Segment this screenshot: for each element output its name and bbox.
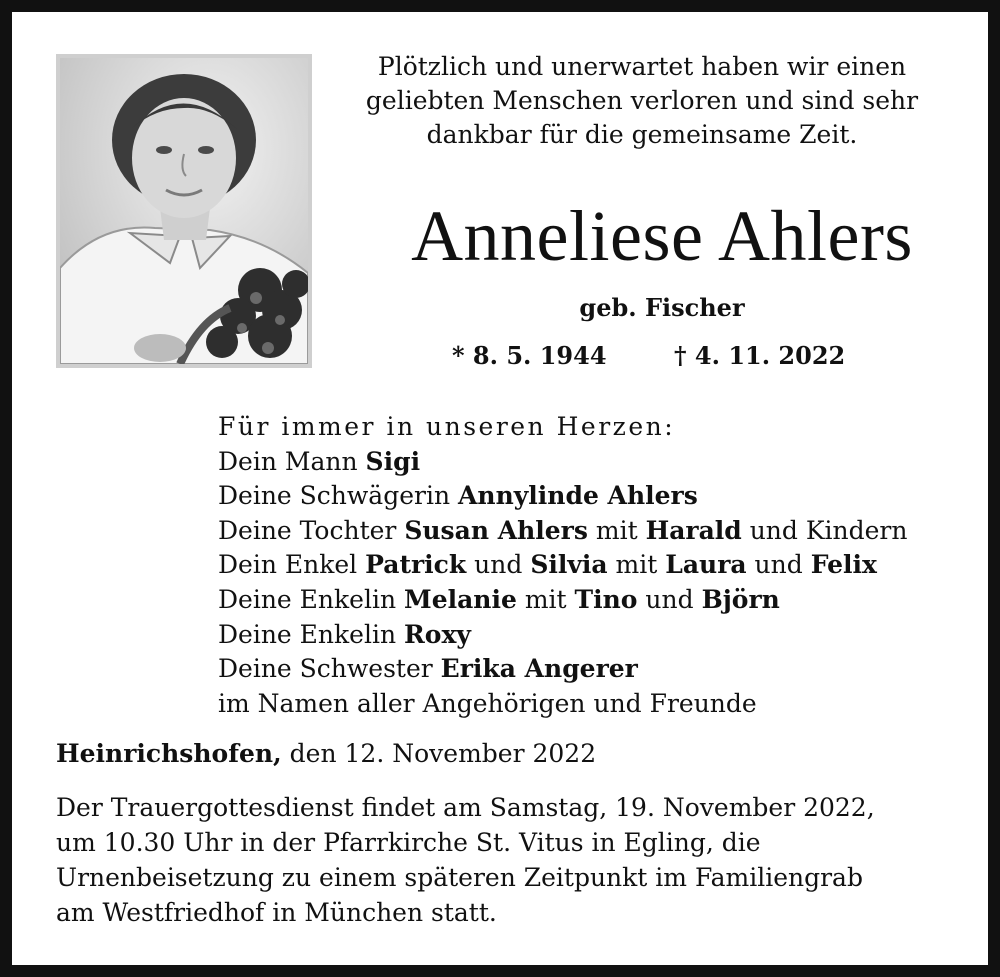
mourner-line [218, 445, 907, 480]
mourner-text: Deine Enkelin [218, 584, 405, 614]
service-line: Der Trauergottesdienst findet am Samstag, 19. November 2022, [56, 793, 875, 822]
mourner-line [218, 687, 907, 722]
mourner-name: Felix [810, 550, 877, 580]
place-date: den 12. November 2022 [281, 739, 597, 768]
place-and-date [56, 737, 596, 771]
mourner-text: und [637, 584, 702, 614]
mourner-text: und [466, 550, 531, 580]
mourner-name: Tino [574, 584, 638, 614]
mourner-lines [218, 445, 907, 722]
portrait-photo [56, 54, 312, 368]
birth-date: * 8. 5. 1944 [452, 341, 607, 370]
maiden-name: geb. Fischer [579, 293, 745, 322]
intro-line: Plötzlich und unerwartet haben wir einen [377, 52, 907, 81]
mourner-line [218, 479, 907, 514]
deceased-name: Anneliese Ahlers [411, 196, 913, 276]
mourner-text: und [746, 550, 811, 580]
mourner-name: Susan Ahlers [404, 515, 588, 545]
mourner-line [218, 652, 907, 687]
mourner-line [218, 583, 907, 618]
mourners-list [218, 410, 907, 721]
mourner-text: Deine Schwester [218, 654, 441, 684]
mourner-name: Silvia [530, 550, 608, 580]
service-line: am Westfriedhof in München statt. [56, 898, 497, 927]
mourner-name: Patrick [365, 550, 467, 580]
mourners-lead: Für immer in unseren Herzen: [218, 412, 676, 441]
portrait-image [60, 58, 308, 364]
mourner-name: Laura [665, 550, 747, 580]
death-date: † 4. 11. 2022 [674, 341, 846, 370]
mourner-text: Deine Tochter [218, 515, 405, 545]
mourner-text: Dein Mann [218, 446, 366, 476]
mourner-line [218, 514, 907, 549]
intro-text [332, 50, 952, 152]
intro-line: dankbar für die gemeinsame Zeit. [426, 120, 858, 149]
service-line: Urnenbeisetzung zu einem späteren Zeitpunkt im Familiengrab [56, 863, 863, 892]
mourner-text: Deine Enkelin [218, 619, 405, 649]
mourner-name: Roxy [404, 619, 471, 649]
mourner-text: Deine Schwägerin [218, 481, 459, 511]
mourner-name: Melanie [404, 584, 517, 614]
mourner-name: Björn [701, 584, 780, 614]
mourner-text: mit [587, 515, 646, 545]
mourner-name: Sigi [365, 446, 421, 476]
mourner-line [218, 618, 907, 653]
mourner-text: mit [607, 550, 666, 580]
service-line: um 10.30 Uhr in der Pfarrkirche St. Vitus in Egling, die [56, 828, 761, 857]
mourner-name: Harald [645, 515, 742, 545]
mourner-name: Erika Angerer [440, 654, 638, 684]
place-town: Heinrichshofen, [56, 739, 282, 768]
mourner-text: im Namen aller Angehörigen und Freunde [218, 688, 757, 718]
mourner-text: Dein Enkel [218, 550, 366, 580]
mourner-line [218, 548, 907, 583]
mourner-text: mit [516, 584, 575, 614]
funeral-service-info [56, 790, 956, 930]
mourner-text: und Kindern [741, 515, 908, 545]
intro-line: geliebten Menschen verloren und sind sehr [365, 86, 919, 115]
mourner-name: Annylinde Ahlers [458, 481, 698, 511]
